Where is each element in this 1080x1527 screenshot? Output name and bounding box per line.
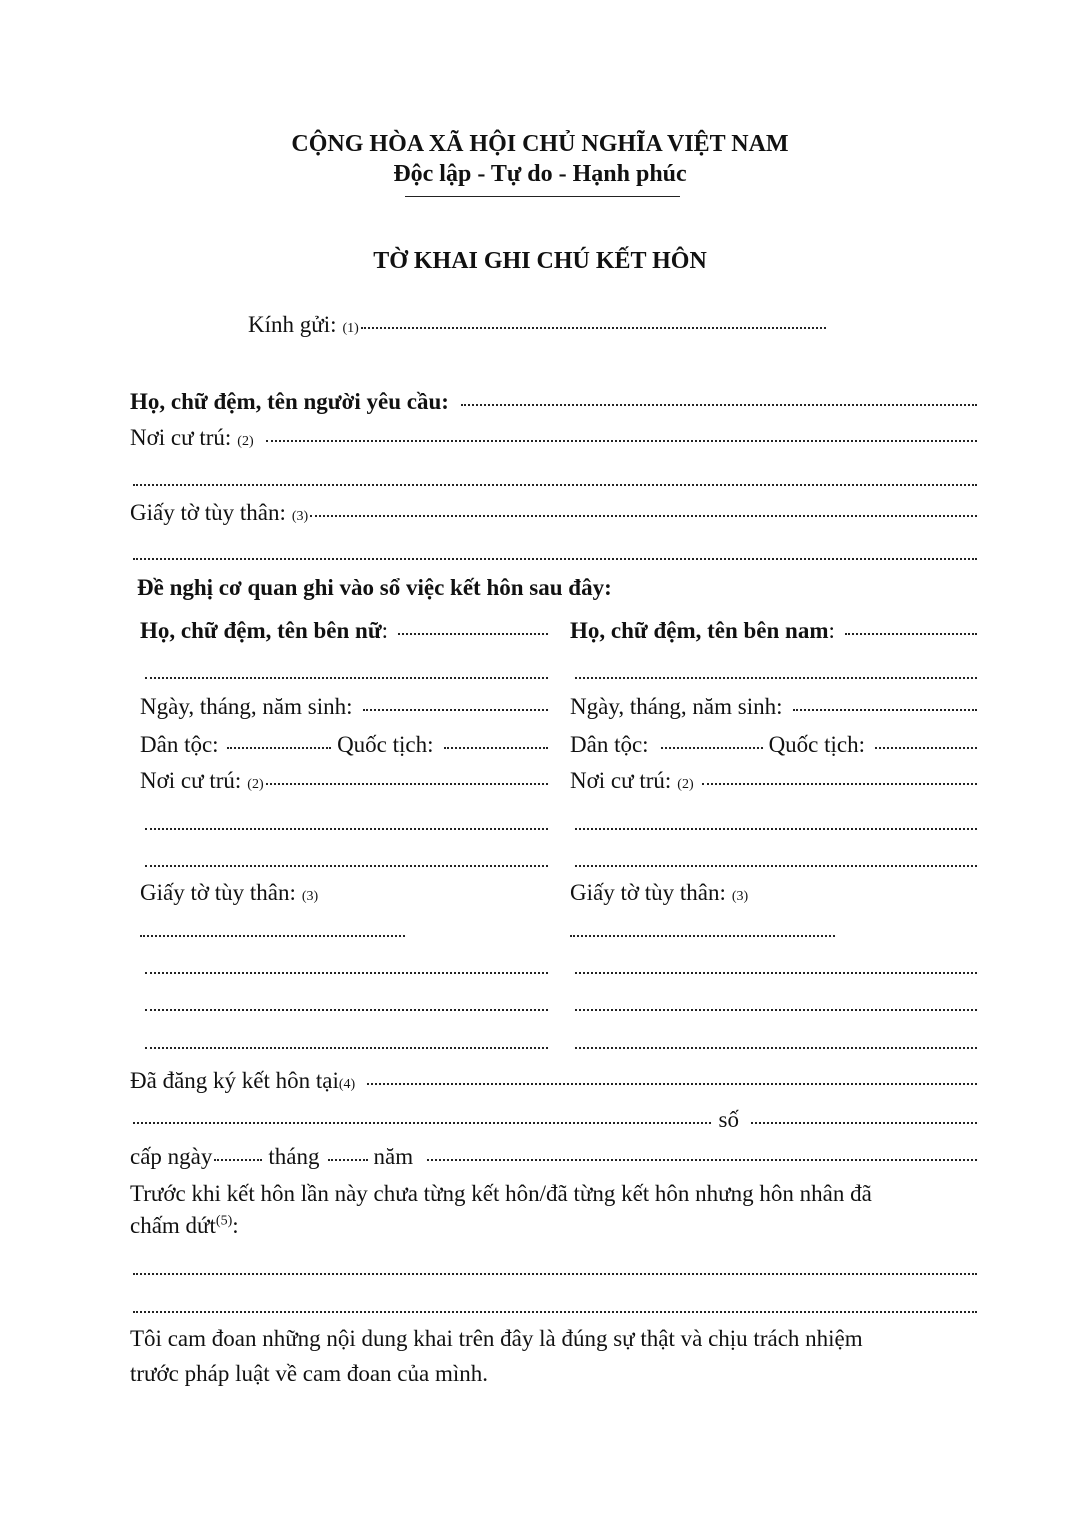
requester-id-line[interactable]: Giấy tờ tùy thân: (3) <box>130 500 977 526</box>
requester-residence-field-2[interactable] <box>133 484 977 486</box>
bride-ethnicity-line[interactable] <box>140 732 548 758</box>
bride-nationality-field[interactable] <box>444 747 549 749</box>
groom-residence-field-3[interactable] <box>575 865 977 867</box>
groom-id-field-2[interactable] <box>575 972 977 974</box>
groom-id-line: Giấy tờ tùy thân: (3) <box>570 880 749 905</box>
registration-place-field-2[interactable] <box>133 1122 711 1124</box>
bride-name-field[interactable] <box>398 633 548 635</box>
bride-id-field-3[interactable] <box>145 1009 548 1011</box>
registration-place-line[interactable]: Đã đăng ký kết hôn tại (4) <box>130 1068 977 1094</box>
issued-day-label: cấp ngày <box>130 1144 213 1169</box>
bride-residence-field-2[interactable] <box>145 828 548 830</box>
groom-id-label: Giấy tờ tùy thân: <box>570 880 726 905</box>
groom-residence-field[interactable] <box>702 783 977 785</box>
bride-name-colon: : <box>381 618 389 643</box>
requester-id-field[interactable] <box>310 515 977 517</box>
requester-name-line[interactable] <box>130 389 977 415</box>
bride-name-label: Họ, chữ đệm, tên bên nữ <box>140 618 382 643</box>
marital-status-footnote: (5) <box>215 1213 233 1229</box>
groom-residence-field-2[interactable] <box>575 828 977 830</box>
motto-underline <box>405 196 680 197</box>
issued-day-field[interactable] <box>214 1159 262 1161</box>
groom-name-colon: : <box>828 618 835 643</box>
groom-dob-line[interactable] <box>570 694 977 720</box>
issued-year-field[interactable] <box>427 1159 977 1161</box>
registration-number-field[interactable] <box>751 1122 977 1124</box>
bride-dob-field[interactable] <box>363 709 548 711</box>
recipient-label: Kính gửi: <box>248 312 337 337</box>
groom-dob-label: Ngày, tháng, năm sinh: <box>570 694 783 719</box>
bride-id-line: Giấy tờ tùy thân: (3) <box>140 880 319 905</box>
form-title: TỜ KHAI GHI CHÚ KẾT HÔN <box>373 248 707 274</box>
groom-nationality-field[interactable] <box>875 747 977 749</box>
registration-number-label: số <box>718 1107 739 1132</box>
bride-residence-field[interactable] <box>266 783 548 785</box>
groom-id-field-3[interactable] <box>575 1009 977 1011</box>
requester-residence-line[interactable]: Nơi cư trú: (2) <box>130 425 977 451</box>
bride-ethnicity-field[interactable] <box>227 747 332 749</box>
groom-ethnicity-field[interactable] <box>661 747 763 749</box>
request-heading: Đề nghị cơ quan ghi vào sổ việc kết hôn sau đây: <box>137 575 612 600</box>
bride-id-label: Giấy tờ tùy thân: <box>140 880 296 905</box>
bride-residence-label: Nơi cư trú: <box>140 768 242 793</box>
declaration-text-2: trước pháp luật về cam đoan của mình. <box>130 1361 489 1386</box>
declaration-text: Tôi cam đoan những nội dung khai trên đây là đúng sự thật và chịu trách nhiệm <box>130 1326 863 1351</box>
bride-ethnicity-label: Dân tộc: <box>140 732 219 757</box>
groom-ethnicity-line[interactable] <box>570 732 977 758</box>
country-name: CỘNG HÒA XÃ HỘI CHỦ NGHĨA VIỆT NAM <box>291 131 789 157</box>
groom-name-line[interactable] <box>570 618 977 644</box>
groom-name-field[interactable] <box>845 633 977 635</box>
marital-status-field-2[interactable] <box>133 1311 977 1313</box>
bride-residence-field-3[interactable] <box>145 865 548 867</box>
groom-nationality-label: Quốc tịch: <box>768 732 866 757</box>
registration-place-field[interactable] <box>367 1083 977 1085</box>
requester-name-field[interactable] <box>461 404 977 406</box>
requester-id-label: Giấy tờ tùy thân: <box>130 500 286 525</box>
registration-place-label: Đã đăng ký kết hôn tại <box>130 1068 339 1093</box>
bride-dob-line[interactable] <box>140 694 548 720</box>
groom-id-field[interactable] <box>570 935 835 937</box>
issued-month-field[interactable] <box>328 1159 368 1161</box>
marital-status-text: Trước khi kết hôn lần này chưa từng kết hôn/đã từng kết hôn nhưng hôn nhân đã <box>130 1181 872 1206</box>
marital-status-end: chấm dứt <box>130 1213 216 1238</box>
bride-id-field[interactable] <box>140 935 405 937</box>
marital-status-field[interactable] <box>133 1273 977 1275</box>
bride-id-field-2[interactable] <box>145 972 548 974</box>
groom-id-field-4[interactable] <box>575 1047 977 1049</box>
marital-status-text-2 <box>130 1213 239 1239</box>
bride-name-line[interactable] <box>140 618 548 644</box>
national-motto: Độc lập - Tự do - Hạnh phúc <box>393 161 687 187</box>
bride-name-field-2[interactable] <box>145 677 548 679</box>
requester-residence-field[interactable] <box>266 440 977 442</box>
registration-number-line[interactable] <box>133 1107 977 1133</box>
bride-residence-line[interactable]: Nơi cư trú: (2) <box>140 768 548 794</box>
requester-id-field-2[interactable] <box>133 558 977 560</box>
groom-ethnicity-label: Dân tộc: <box>570 732 649 757</box>
requester-residence-label: Nơi cư trú: <box>130 425 232 450</box>
groom-name-label: Họ, chữ đệm, tên bên nam <box>570 618 829 643</box>
registration-date-line[interactable] <box>130 1144 977 1170</box>
groom-residence-label: Nơi cư trú: <box>570 768 672 793</box>
groom-residence-line[interactable]: Nơi cư trú: (2) <box>570 768 977 794</box>
marital-status-colon: : <box>232 1213 239 1238</box>
issued-year-label: năm <box>373 1144 414 1169</box>
bride-id-field-4[interactable] <box>145 1047 548 1049</box>
groom-name-field-2[interactable] <box>575 677 977 679</box>
recipient-field[interactable] <box>361 327 826 329</box>
recipient-line[interactable]: Kính gửi: (1) <box>248 312 826 338</box>
bride-nationality-label: Quốc tịch: <box>337 732 434 757</box>
bride-dob-label: Ngày, tháng, năm sinh: <box>140 694 353 719</box>
groom-dob-field[interactable] <box>793 709 977 711</box>
issued-month-label: tháng <box>268 1144 320 1169</box>
requester-name-label: Họ, chữ đệm, tên người yêu cầu: <box>130 389 449 414</box>
